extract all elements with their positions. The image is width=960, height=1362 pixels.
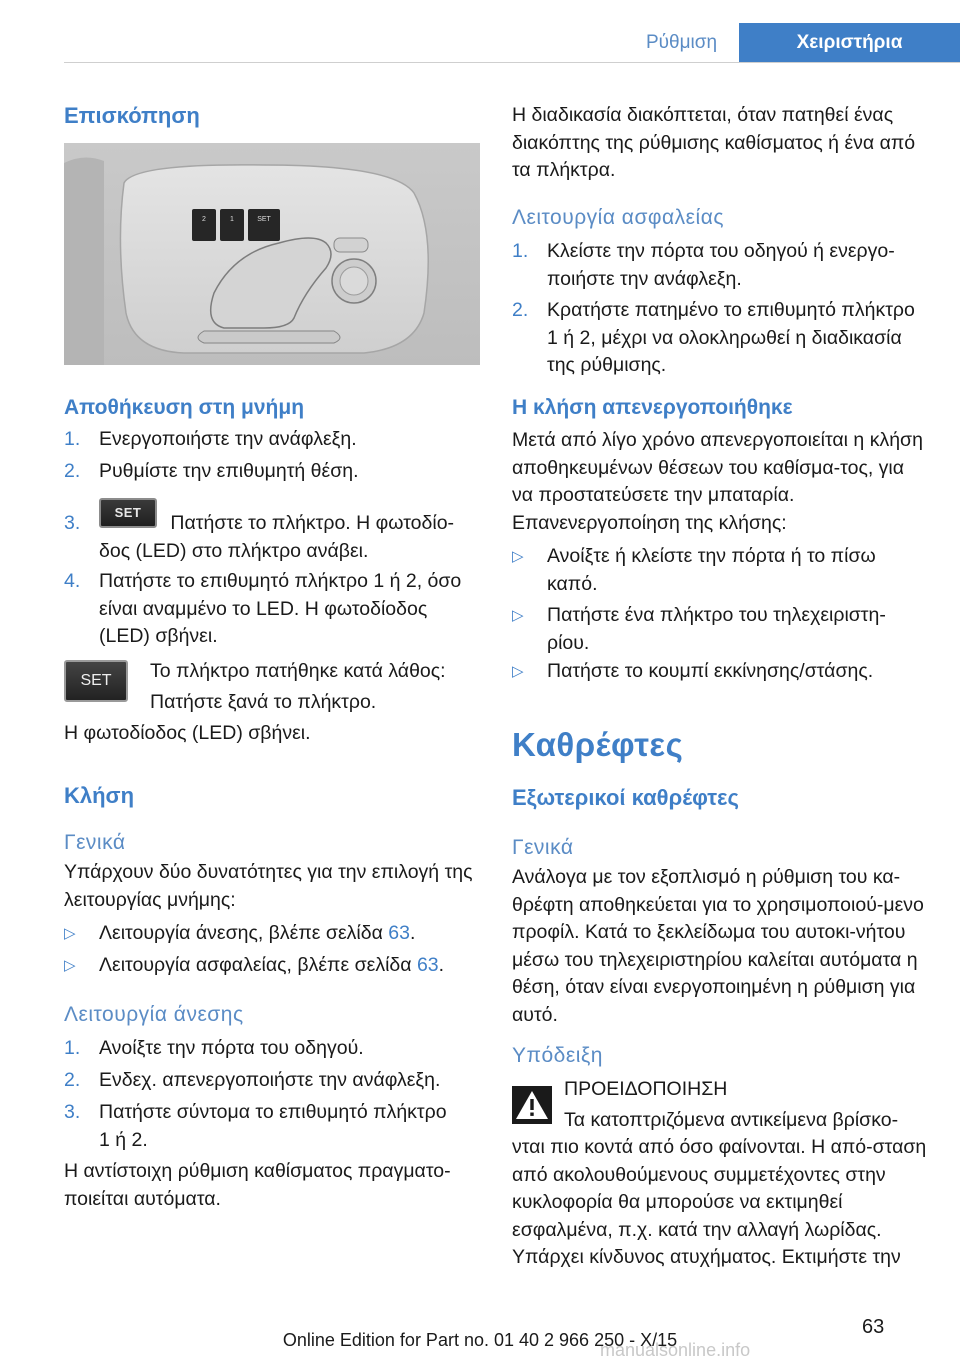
svg-text:1: 1	[230, 216, 234, 223]
general-text: Υπάρχουν δύο δυνατότητες για την επιλογή της λειτουργίας μνήμης:	[64, 861, 473, 911]
tab-controls[interactable]: Χειριστήρια	[739, 23, 960, 62]
list-item: 3. Πατήστε σύντομα το επιθυμητό πλήκτρο 1 ή 2.	[64, 1101, 447, 1151]
mirrors-title: Καθρέφτες	[512, 726, 684, 763]
seat-memory-image	[64, 143, 480, 365]
list-item: ▷ Πατήστε το κουμπί εκκίνησης/στάσης.	[512, 658, 928, 686]
call-title: Κλήση	[64, 783, 135, 808]
page-header	[0, 23, 960, 63]
list-item: ▷ Πατήστε ένα πλήκτρο του τηλεχειριστη‐ρίου.	[512, 604, 886, 654]
warning-block	[512, 1076, 928, 1136]
list-item: 1. Ενεργοποιήστε την ανάφλεξη.	[64, 428, 357, 450]
triangle-bullet-icon: ▷	[64, 925, 76, 942]
mistake-note-2: Πατήστε ξανά το πλήκτρο.	[150, 691, 377, 713]
list-item: ▷ Λειτουργία άνεσης, βλέπε σελίδα 63.	[64, 920, 480, 948]
list-item: 1. Ανοίξτε την πόρτα του οδηγού.	[64, 1037, 364, 1059]
comfort-title: Λειτουργία άνεσης	[64, 1003, 244, 1026]
triangle-bullet-icon: ▷	[64, 957, 76, 974]
list-item: 2. Ρυθμίστε την επιθυμητή θέση.	[64, 460, 359, 482]
page-number: 63	[862, 1316, 885, 1338]
warning-line1: Τα κατοπτριζόμενα αντικείμενα βρίσκο‐	[564, 1109, 899, 1131]
set-key-icon: SET	[99, 498, 157, 528]
triangle-bullet-icon: ▷	[512, 548, 524, 565]
triangle-bullet-icon: ▷	[512, 607, 524, 624]
general-title: Γενικά	[512, 836, 574, 859]
interrupt-text: Η διαδικασία διακόπτεται, όταν πατηθεί ένας διακόπτης της ρύθμισης καθίσματος ή ένα από τα πλήκτρα.	[512, 104, 916, 181]
overview-title: Επισκόπηση	[64, 103, 200, 128]
safety-title: Λειτουργία ασφαλείας	[512, 206, 724, 229]
watermark: manualsonline.info	[600, 1340, 751, 1360]
mistake-note: SET Το πλήκτρο πατήθηκε κατά λάθος:	[64, 658, 480, 702]
note-title: Υπόδειξη	[512, 1044, 603, 1067]
reactivate-text: Επανενεργοποίηση της κλήσης:	[512, 512, 787, 534]
list-item: 1. Κλείστε την πόρτα του οδηγού ή ενεργο‐ποιήστε την ανάφλεξη.	[512, 240, 895, 290]
list-item: 3. SET Πατήστε το πλήκτρο. Η φωτοδίο‐ δος (LED) στο πλήκτρο ανάβει.	[64, 498, 480, 565]
general-text: Ανάλογα με τον εξοπλισμό η ρύθμιση του κα‐θρέφτη αποθηκεύεται για το χρησιμοποιού‐μενο προφίλ. Κατά το ξεκλείδωμα του αυτοκι‐νήτου μέσω του τηλεχειριστηρίου καλείται αυτόματα η θέση, όταν είναι ενεργοποιημένη η ρύθμιση για αυτό.	[512, 866, 924, 1026]
svg-text:SET: SET	[257, 216, 271, 223]
svg-text:2: 2	[202, 216, 206, 223]
warning-label: ΠΡΟΕΙΔΟΠΟΙΗΣΗ	[564, 1078, 728, 1100]
list-item: ▷ Λειτουργία ασφαλείας, βλέπε σελίδα 63.	[64, 952, 480, 980]
list-item: ▷ Ανοίξτε ή κλείστε την πόρτα ή το πίσω καπό.	[512, 545, 876, 595]
tab-settings[interactable]: Ρύθμιση	[645, 32, 718, 53]
store-title: Αποθήκευση στη μνήμη	[64, 396, 305, 419]
triangle-bullet-icon: ▷	[512, 663, 524, 680]
page-link[interactable]: 63	[416, 954, 439, 976]
deactivated-title: Η κλήση απενεργοποιήθηκε	[512, 396, 793, 419]
set-key-icon: SET	[64, 660, 128, 702]
footer-text: Online Edition for Part no. 01 40 2 966 250 - X/15	[282, 1330, 678, 1350]
deactivated-text: Μετά από λίγο χρόνο απενεργοποιείται η κλήση αποθηκευμένων θέσεων του καθίσμα‐τος, για να προστατεύσετε την μπαταρία.	[512, 429, 923, 506]
list-item: 2. Κρατήστε πατημένο το επιθυμητό πλήκτρο 1 ή 2, μέχρι να ολοκληρωθεί η διαδικασία της ρύθμισης.	[512, 299, 915, 376]
page-link[interactable]: 63	[388, 922, 410, 944]
header-rule	[64, 62, 960, 63]
list-item: 4. Πατήστε το επιθυμητό πλήκτρο 1 ή 2, όσο είναι αναμμένο το LED. Η φωτοδίοδος (LED) σβήνει.	[64, 570, 462, 647]
ext-mirrors-title: Εξωτερικοί καθρέφτες	[512, 785, 739, 810]
warning-text: νται πιο κοντά από όσο φαίνονται. Η από‐σταση από ακολουθούμενους συμμετέχοντες στην κυκλοφορία θα μπορούσε να εκτιμηθεί εσφαλμένα, π.χ. κατά την αλλαγή λωρίδας. Υπάρχει κίνδυνος ατυχήματος. Εκτιμήστε την	[512, 1136, 927, 1268]
warning-icon	[512, 1086, 552, 1124]
general-title: Γενικά	[64, 831, 126, 854]
comfort-after-text: Η αντίστοιχη ρύθμιση καθίσματος πραγματο‐ποιείται αυτόματα.	[64, 1160, 451, 1210]
list-item: 2. Ενδεχ. απενεργοποιήστε την ανάφλεξη.	[64, 1069, 441, 1091]
led-off-text: Η φωτοδίοδος (LED) σβήνει.	[64, 722, 311, 744]
